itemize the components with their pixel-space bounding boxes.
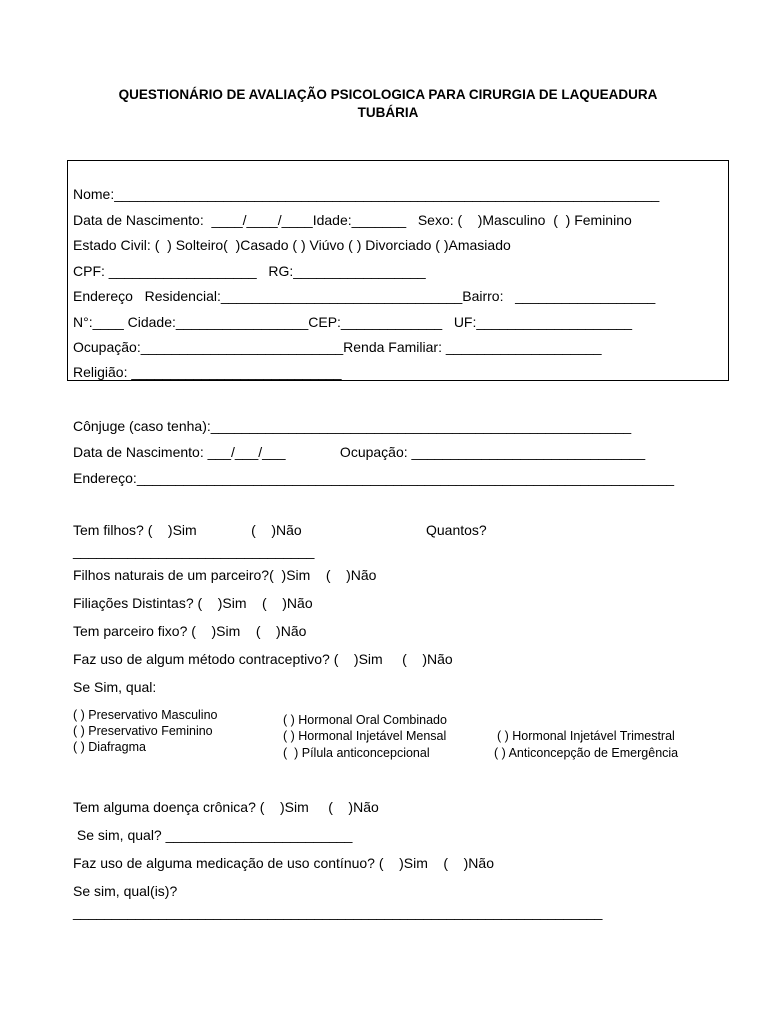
ocupacao-renda-field[interactable]: Ocupação:__________________________Renda Familiar: ____________________ — [73, 339, 602, 355]
hormonal-injetavel-trimestral-option[interactable]: ( ) Hormonal Injetável Trimestral — [497, 729, 675, 743]
cpf-rg-field[interactable]: CPF: ___________________ RG:_________________ — [73, 263, 426, 279]
title-line-2: TUBÁRIA — [357, 105, 419, 120]
preservativo-masculino-option[interactable]: ( ) Preservativo Masculino — [73, 708, 218, 722]
hormonal-injetavel-mensal-option[interactable]: ( ) Hormonal Injetável Mensal — [283, 729, 447, 743]
estado-civil-field[interactable]: Estado Civil: ( ) Solteiro( )Casado ( ) Viúvo ( ) Divorciado ( )Amasiado — [73, 237, 511, 253]
medicacao-qual-label: Se sim, qual(is)? — [73, 883, 178, 899]
quantos-answer-line[interactable]: _______________________________ — [73, 543, 315, 559]
filhos-naturais-question[interactable]: Filhos naturais de um parceiro?( )Sim ( )Não — [73, 567, 377, 583]
se-sim-qual-label: Se Sim, qual: — [73, 679, 157, 695]
endereco-residencial-field[interactable]: Endereço Residencial:_______________________________Bairro: __________________ — [73, 288, 656, 304]
medicacao-answer-line[interactable]: ____________________________________________________________________ — [73, 904, 603, 920]
numero-cidade-cep-uf-field[interactable]: N°:____ Cidade:_________________CEP:_____________ UF:____________________ — [73, 314, 633, 330]
document-title — [60, 86, 716, 122]
medicacao-question[interactable]: Faz uso de alguma medicação de uso contínuo? ( )Sim ( )Não — [73, 855, 494, 871]
metodo-contraceptivo-question[interactable]: Faz uso de algum método contraceptivo? ( )Sim ( )Não — [73, 651, 453, 667]
conjuge-endereco-field[interactable]: Endereço:_____________________________________________________________________ — [73, 470, 675, 486]
doenca-cronica-question[interactable]: Tem alguma doença crônica? ( )Sim ( )Não — [73, 799, 379, 815]
conjuge-nome-field[interactable]: Cônjuge (caso tenha):______________________________________________________ — [73, 418, 632, 434]
diafragma-option[interactable]: ( ) Diafragma — [73, 740, 146, 754]
conjuge-nascimento-ocupacao-field[interactable]: Data de Nascimento: ___/___/___ Ocupação: ______________________________ — [73, 444, 646, 460]
nome-field[interactable]: Nome:______________________________________________________________________ — [73, 186, 660, 202]
preservativo-feminino-option[interactable]: ( ) Preservativo Feminino — [73, 724, 213, 738]
nascimento-idade-sexo-field[interactable]: Data de Nascimento: ____/____/____Idade:_______ Sexo: ( )Masculino ( ) Feminino — [73, 212, 632, 228]
hormonal-oral-option[interactable]: ( ) Hormonal Oral Combinado — [283, 713, 447, 727]
doenca-qual-field[interactable]: Se sim, qual? ________________________ — [73, 827, 353, 843]
filiacoes-distintas-question[interactable]: Filiações Distintas? ( )Sim ( )Não — [73, 595, 313, 611]
parceiro-fixo-question[interactable]: Tem parceiro fixo? ( )Sim ( )Não — [73, 623, 307, 639]
title-line-1: QUESTIONÁRIO DE AVALIAÇÃO PSICOLOGICA PARA CIRURGIA DE LAQUEADURA — [118, 87, 658, 102]
religiao-field[interactable]: Religião: ___________________________ — [73, 364, 342, 380]
pilula-option[interactable]: ( ) Pílula anticoncepcional — [283, 746, 430, 760]
tem-filhos-question[interactable]: Tem filhos? ( )Sim ( )Não — [73, 522, 302, 538]
quantos-label: Quantos? — [426, 522, 487, 538]
anticoncepcao-emergencia-option[interactable]: ( ) Anticoncepção de Emergência — [494, 746, 679, 760]
